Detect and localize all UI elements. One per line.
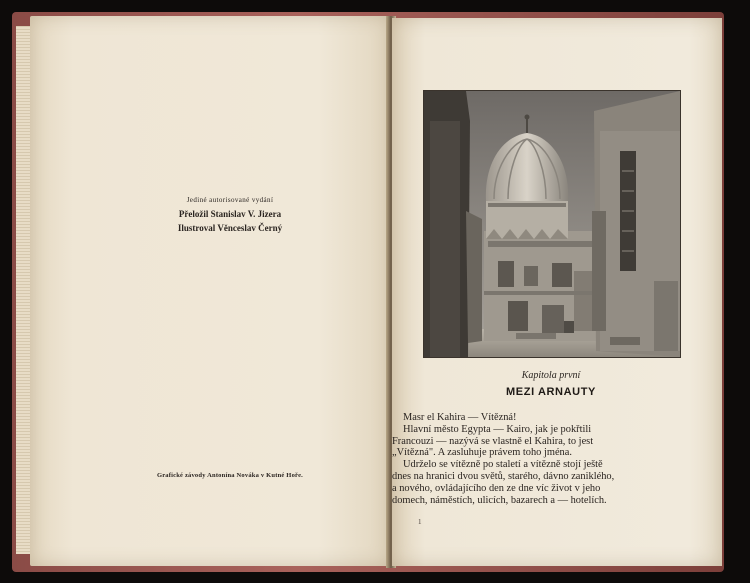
illustrator-line: Ilustroval Věnceslav Černý — [177, 223, 283, 233]
translator-line: Přeložil Stanislav V. Jizera — [178, 209, 282, 219]
paragraph-2-line-3: „Vítězná". A zasluhuje právem toho jména. — [392, 447, 572, 459]
chapter-label: Kapitola první — [521, 370, 581, 381]
chapter-body-text — [392, 412, 680, 506]
chapter-title: MEZI ARNAUTY — [506, 386, 596, 398]
paragraph-3-line-1: Udrželo se vítězně po staletí a vítězně stojí ještě — [403, 459, 603, 471]
credits-block — [130, 193, 330, 235]
paragraph-3-line-3: a nového, ovládajícího den ze dne víc život v jeho — [392, 482, 601, 494]
paragraph-2-line-1: Hlavní město Egypta — Kairo, jak je pokřtili — [403, 423, 592, 435]
paragraph-3-line-4: domech, náměstích, ulicích, bazarech a — hotelích. — [392, 494, 607, 506]
paragraph-3-line-2: dnes na hranici dvou světů, starého, dávno zaniklého, — [392, 470, 615, 482]
paragraph-1: Masr el Kahira — Vítězná! — [403, 412, 517, 423]
left-page — [30, 16, 390, 566]
edition-note: Jediné autorisované vydání — [186, 196, 274, 204]
frontispiece-photo — [423, 90, 681, 358]
printer-imprint: Grafické závody Antonína Nováka v Kutné Hoře. — [156, 472, 304, 479]
page-number: 1 — [418, 518, 422, 526]
mosque-photo-image — [424, 91, 680, 357]
paragraph-2-line-2: Francouzi — nazývá se vlastně el Kahira, to jest — [392, 435, 594, 447]
